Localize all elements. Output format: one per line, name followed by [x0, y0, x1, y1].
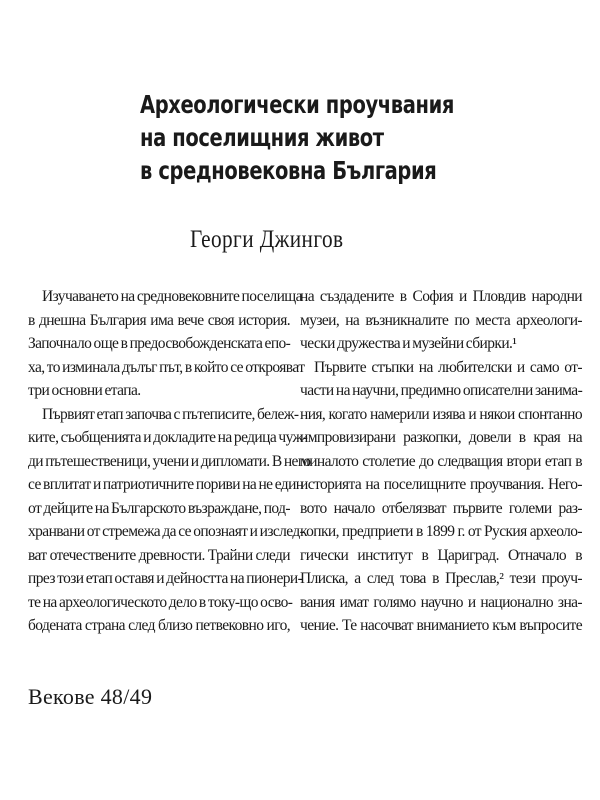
text-line: вания имат голямо научно и национално зна-	[300, 593, 582, 611]
article-title	[140, 88, 454, 187]
text-line: музеи, на възникналите по места археологи-	[300, 311, 582, 329]
text-line: части на научни, предимно описателни занима-	[300, 382, 583, 399]
text-line: чески дружества и музейни сбирки.¹	[300, 335, 517, 352]
left-column	[28, 285, 311, 638]
text-line: ките, съобщенията и докладите на редица чуж-	[28, 429, 308, 446]
text-line: чение. Те насочват вниманието към въпросите	[300, 617, 582, 634]
text-line: ват отечествените древности. Трайни следи	[28, 546, 290, 564]
text-line: хранвани от стремежа да се опознаят и изслед-	[28, 523, 305, 540]
text-line: на създадените в София и Пловдив народни	[300, 288, 582, 305]
text-line: Първият етап започва с пътеписите, бележ-	[42, 405, 299, 423]
text-line: ди пътешественици, учени и дипломати. В него	[28, 452, 311, 470]
text-line: историята на поселищните проучвания. Него-	[300, 476, 582, 493]
text-line: миналото столетие до следващия втори етап в	[300, 452, 582, 470]
title-line: на поселищния живот	[140, 123, 384, 152]
text-line: през този етап оставя и дейността на пионери-	[28, 570, 303, 587]
text-line: бодената страна след близо петвековно иго,	[28, 617, 290, 634]
title-line: Археологически проучвания	[140, 90, 454, 119]
text-line: в днешна България има вече своя история.	[28, 311, 290, 329]
text-line: от дейците на Българското възраждане, под-	[28, 499, 290, 517]
text-line: Започнало още в предосвобожденската епо-	[28, 335, 291, 352]
publication-footer: Векове 48/49	[28, 684, 153, 709]
title-line: в средновековна България	[140, 156, 437, 185]
text-line: Изучаването на средновековните поселища	[42, 288, 302, 305]
text-line: Първите стъпки на любителски и само от-	[314, 358, 582, 376]
text-line: импровизирани разкопки, довели в края на	[300, 429, 582, 446]
text-line: се вплитат и патриотичните пориви на не един	[28, 476, 304, 493]
text-line: гически институт в Цариград. Отначало в	[300, 546, 582, 564]
text-line: три основни етапа.	[28, 382, 141, 399]
text-line: копки, предприети в 1899 г. от Руския археоло-	[300, 523, 582, 540]
author-name: Георги Джингов	[190, 226, 344, 253]
text-line: Плиска, а след това в Преслав,² тези проуч-	[300, 570, 582, 587]
right-column	[300, 285, 582, 638]
text-line: те на археологическото дело в току-що осво-	[28, 593, 293, 611]
text-line: ния, когато намерили изява и някои спонтанно	[300, 405, 582, 423]
text-line: ха, то изминала дълъг път, в който се открояват	[28, 358, 305, 376]
text-line: вото начало отбелязват първите големи раз-	[300, 499, 582, 517]
